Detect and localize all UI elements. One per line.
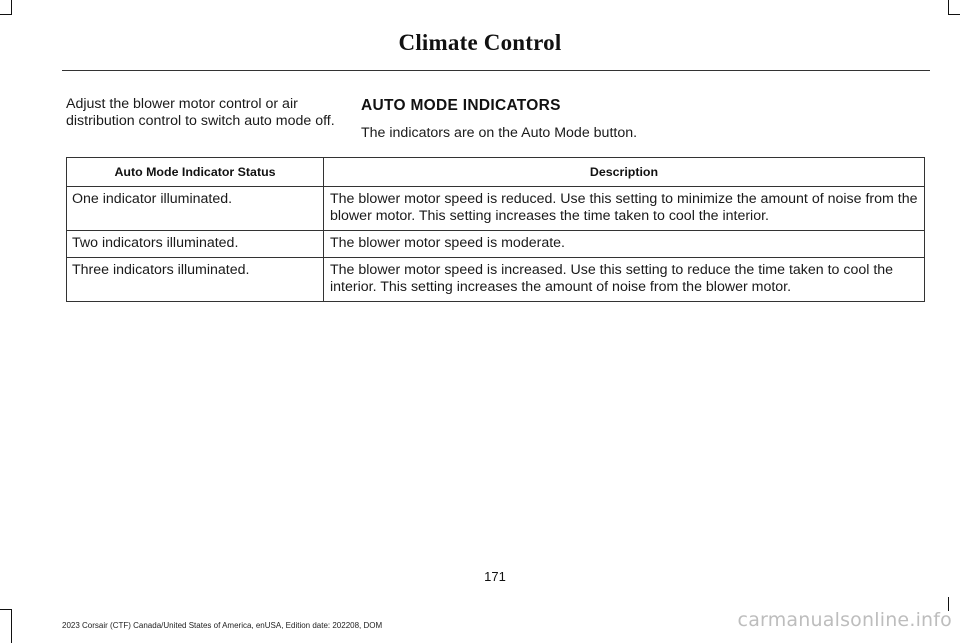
title-divider xyxy=(62,70,930,71)
status-cell: Three indicators illuminated. xyxy=(67,258,324,302)
table-row xyxy=(67,231,925,258)
status-cell: Two indicators illuminated. xyxy=(67,231,324,258)
description-cell: The blower motor speed is moderate. xyxy=(324,231,925,258)
section-body: The indicators are on the Auto Mode button. xyxy=(361,125,638,141)
intro-paragraph: Adjust the blower motor control or air distribution control to switch auto mode off. xyxy=(66,96,335,129)
watermark: carmanualsonline.info xyxy=(737,609,952,631)
edition-footer: 2023 Corsair (CTF) Canada/United States of America, enUSA, Edition date: 202208, DOM xyxy=(62,621,383,630)
status-cell: One indicator illuminated. xyxy=(67,187,324,231)
description-cell: The blower motor speed is increased. Use this setting to reduce the time taken to cool the interior. This setting increases the amount of noise from the blower motor. xyxy=(324,258,925,302)
crop-mark-bottom-left-vertical xyxy=(11,610,12,643)
crop-mark-top-left-horizontal xyxy=(0,14,12,15)
table-header-row xyxy=(67,158,925,187)
description-cell: The blower motor speed is reduced. Use this setting to minimize the amount of noise from the blower motor. This setting increases the time taken to cool the interior. xyxy=(324,187,925,231)
section-heading: AUTO MODE INDICATORS xyxy=(361,97,561,114)
crop-mark-bottom-left-horizontal xyxy=(0,609,12,610)
indicator-table xyxy=(66,157,925,302)
page-title: Climate Control xyxy=(398,30,562,55)
crop-mark-top-right-horizontal xyxy=(948,14,960,15)
column-header-description: Description xyxy=(324,158,925,187)
page-number: 171 xyxy=(484,569,506,584)
column-header-status: Auto Mode Indicator Status xyxy=(67,158,324,187)
crop-mark-top-right-vertical xyxy=(948,0,949,15)
table-row xyxy=(67,187,925,231)
table-row xyxy=(67,258,925,302)
crop-mark-top-left-vertical xyxy=(11,0,12,15)
